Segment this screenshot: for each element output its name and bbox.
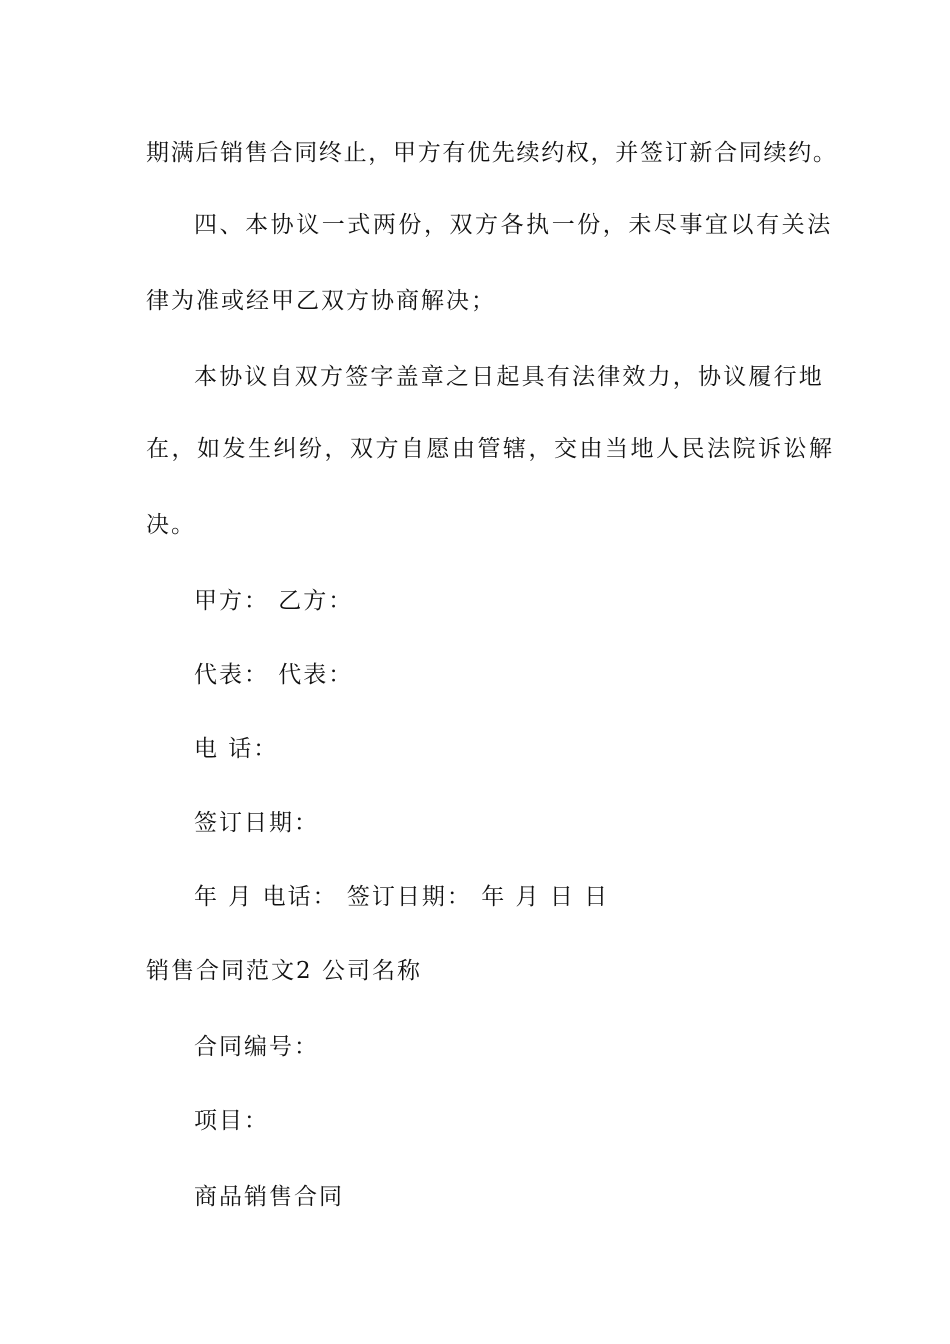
party-labels: 甲方： 乙方： [194,588,354,614]
date-fields-line: 年 月 电话： 签订日期： 年 月 日 日 [194,884,610,910]
project-label: 项目： [194,1108,269,1134]
paragraph-line-renewal: 期满后销售合同终止，甲方有优先续约权，并签订新合同续约。 [146,140,838,166]
paragraph-line-clause-four-cont: 律为准或经甲乙双方协商解决； [146,288,496,314]
sign-date-label: 签订日期： [194,810,319,836]
section-title-sample-two: 销售合同范文2 公司名称 [146,958,422,984]
representative-labels: 代表： 代表： [194,662,354,688]
paragraph-line-clause-four: 四、本协议一式两份，双方各执一份，未尽事宜以有关法 [194,212,833,238]
paragraph-line-dispute-end: 决。 [146,512,196,538]
contract-title: 商品销售合同 [194,1184,344,1210]
phone-label: 电 话： [194,736,279,762]
paragraph-line-dispute: 在，如发生纠纷，双方自愿由管辖，交由当地人民法院诉讼解 [146,436,835,462]
paragraph-line-effect: 本协议自双方签字盖章之日起具有法律效力，协议履行地 [194,364,824,390]
contract-number-label: 合同编号： [194,1034,319,1060]
